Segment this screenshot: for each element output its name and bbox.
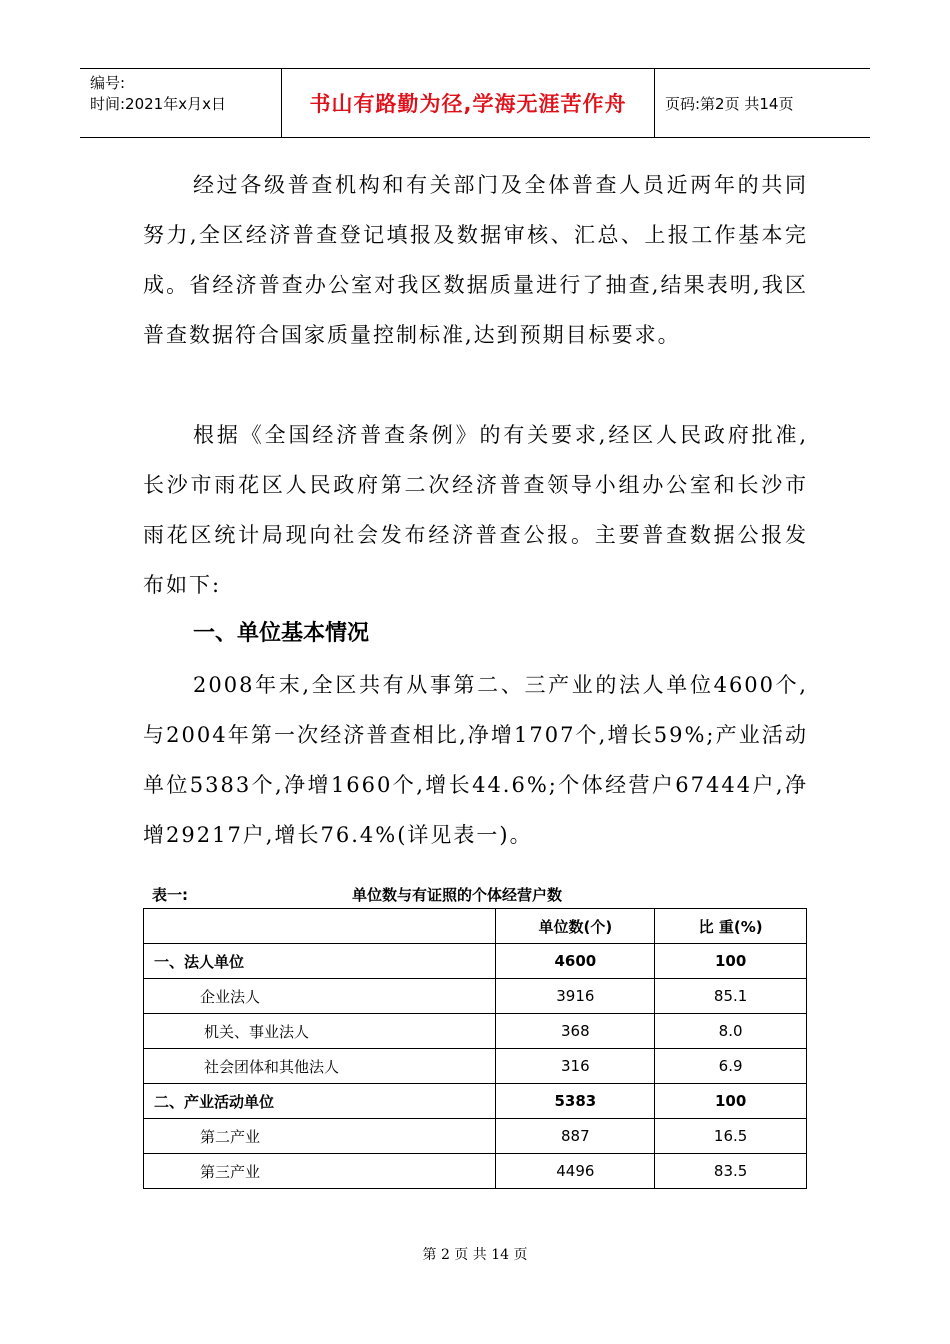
header-page-info: 页码:第2页 共14页 bbox=[665, 94, 794, 113]
row-name: 企业法人 bbox=[144, 979, 496, 1014]
table-row bbox=[144, 1014, 807, 1049]
paragraph-announcement: 根据《全国经济普查条例》的有关要求,经区人民政府批准,长沙市雨花区人民政府第二次经济普查领导小组办公室和长沙市雨花区统计局现向社会发布经济普查公报。主要普查数据公报发布如下: bbox=[143, 423, 808, 597]
row-count: 887 bbox=[496, 1119, 655, 1154]
section-heading-unit-basics: 一、单位基本情况 bbox=[193, 621, 370, 646]
table-row bbox=[144, 1154, 807, 1189]
table-row bbox=[144, 1049, 807, 1084]
page-header bbox=[80, 68, 870, 138]
row-share: 100 bbox=[655, 944, 807, 979]
header-cell-share: 比 重(%) bbox=[655, 909, 807, 944]
row-share: 16.5 bbox=[655, 1119, 807, 1154]
header-meta bbox=[80, 69, 282, 137]
table-row bbox=[144, 1084, 807, 1119]
row-share: 8.0 bbox=[655, 1014, 807, 1049]
row-name: 一、法人单位 bbox=[144, 944, 496, 979]
units-table bbox=[143, 908, 807, 1189]
row-share: 85.1 bbox=[655, 979, 807, 1014]
row-share: 6.9 bbox=[655, 1049, 807, 1084]
document-date-label: 时间:2021年x月x日 bbox=[90, 95, 226, 113]
row-count: 368 bbox=[496, 1014, 655, 1049]
page-footer: 第 2 页 共 14 页 bbox=[422, 1247, 528, 1263]
table-label: 表一: bbox=[152, 886, 188, 904]
row-count: 5383 bbox=[496, 1084, 655, 1119]
header-cell-category bbox=[144, 909, 496, 944]
row-count: 4496 bbox=[496, 1154, 655, 1189]
row-name: 二、产业活动单位 bbox=[144, 1084, 496, 1119]
header-motto: 书山有路勤为径,学海无涯苦作舟 bbox=[282, 69, 655, 137]
row-share: 100 bbox=[655, 1084, 807, 1119]
row-name: 机关、事业法人 bbox=[144, 1014, 496, 1049]
table-header-row bbox=[144, 909, 807, 944]
table-row bbox=[144, 944, 807, 979]
row-count: 316 bbox=[496, 1049, 655, 1084]
row-name: 第三产业 bbox=[144, 1154, 496, 1189]
table-title: 单位数与有证照的个体经营户数 bbox=[352, 886, 563, 904]
row-count: 4600 bbox=[496, 944, 655, 979]
row-name: 社会团体和其他法人 bbox=[144, 1049, 496, 1084]
header-cell-count: 单位数(个) bbox=[496, 909, 655, 944]
table-row bbox=[144, 1119, 807, 1154]
row-name: 第二产业 bbox=[144, 1119, 496, 1154]
document-number-label: 编号: bbox=[90, 74, 126, 92]
paragraph-intro: 经过各级普查机构和有关部门及全体普查人员近两年的共同努力,全区经济普查登记填报及数据审核、汇总、上报工作基本完成。省经济普查办公室对我区数据质量进行了抽查,结果表明,我区普查数据符合国家质量控制标准,达到预期目标要求。 bbox=[143, 173, 808, 347]
table-row bbox=[144, 979, 807, 1014]
row-count: 3916 bbox=[496, 979, 655, 1014]
paragraph-unit-summary: 2008年末,全区共有从事第二、三产业的法人单位4600个,与2004年第一次经济普查相比,净增1707个,增长59%;产业活动单位5383个,净增1660个,增长44.6%;个体经营户67444户,净增29217户,增长76.4%(详见表一)。 bbox=[143, 673, 808, 847]
row-share: 83.5 bbox=[655, 1154, 807, 1189]
